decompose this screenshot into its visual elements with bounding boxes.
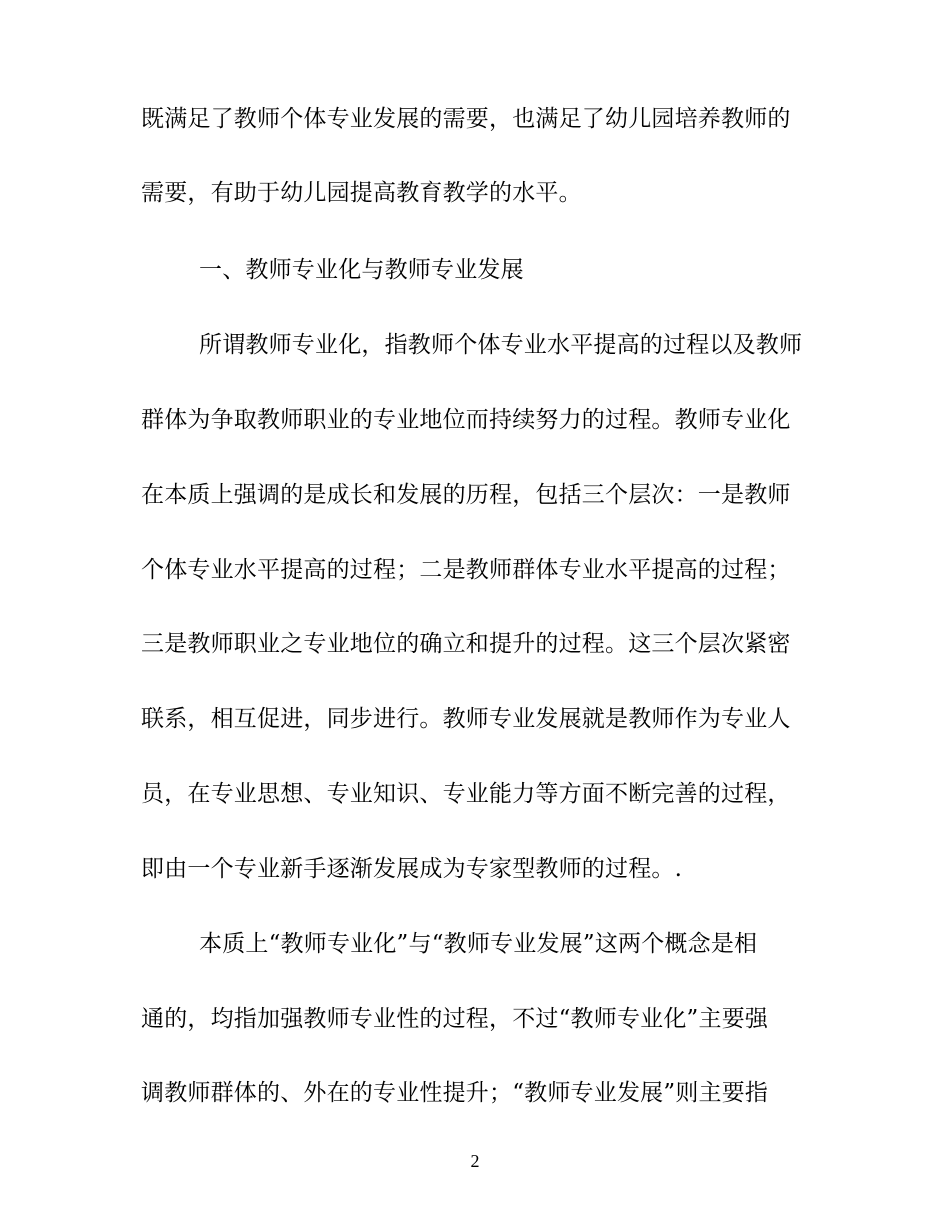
section-heading: 一、教师专业化与教师专业发展 bbox=[199, 257, 524, 283]
text-line: 调教师群体的、外在的专业性提升；“教师专业发展”则主要指 bbox=[141, 1080, 769, 1106]
page-number: 2 bbox=[470, 1151, 480, 1171]
paragraph-first-line: 所谓教师专业化，指教师个体专业水平提高的过程以及教师 bbox=[199, 332, 803, 358]
text-line: 通的，均指加强教师专业性的过程，不过“教师专业化”主要强 bbox=[141, 1006, 769, 1032]
text-line: 即由一个专业新手逐渐发展成为专家型教师的过程。. bbox=[141, 856, 683, 882]
text-line: 员，在专业思想、专业知识、专业能力等方面不断完善的过程， bbox=[141, 781, 791, 807]
paragraph-first-line: 本质上“教师专业化”与“教师专业发展”这两个概念是相 bbox=[199, 931, 758, 957]
text-line: 需要，有助于幼儿园提高教育教学的水平。 bbox=[141, 180, 582, 206]
text-line: 联系，相互促进，同步进行。教师专业发展就是教师作为专业人 bbox=[141, 706, 791, 732]
text-line: 个体专业水平提高的过程；二是教师群体专业水平提高的过程； bbox=[141, 557, 791, 583]
text-line: 既满足了教师个体专业发展的需要，也满足了幼儿园培养教师的 bbox=[141, 106, 791, 132]
text-line: 三是教师职业之专业地位的确立和提升的过程。这三个层次紧密 bbox=[141, 631, 791, 657]
text-line: 在本质上强调的是成长和发展的历程，包括三个层次：一是教师 bbox=[141, 482, 791, 508]
text-line: 群体为争取教师职业的专业地位而持续努力的过程。教师专业化 bbox=[141, 407, 791, 433]
